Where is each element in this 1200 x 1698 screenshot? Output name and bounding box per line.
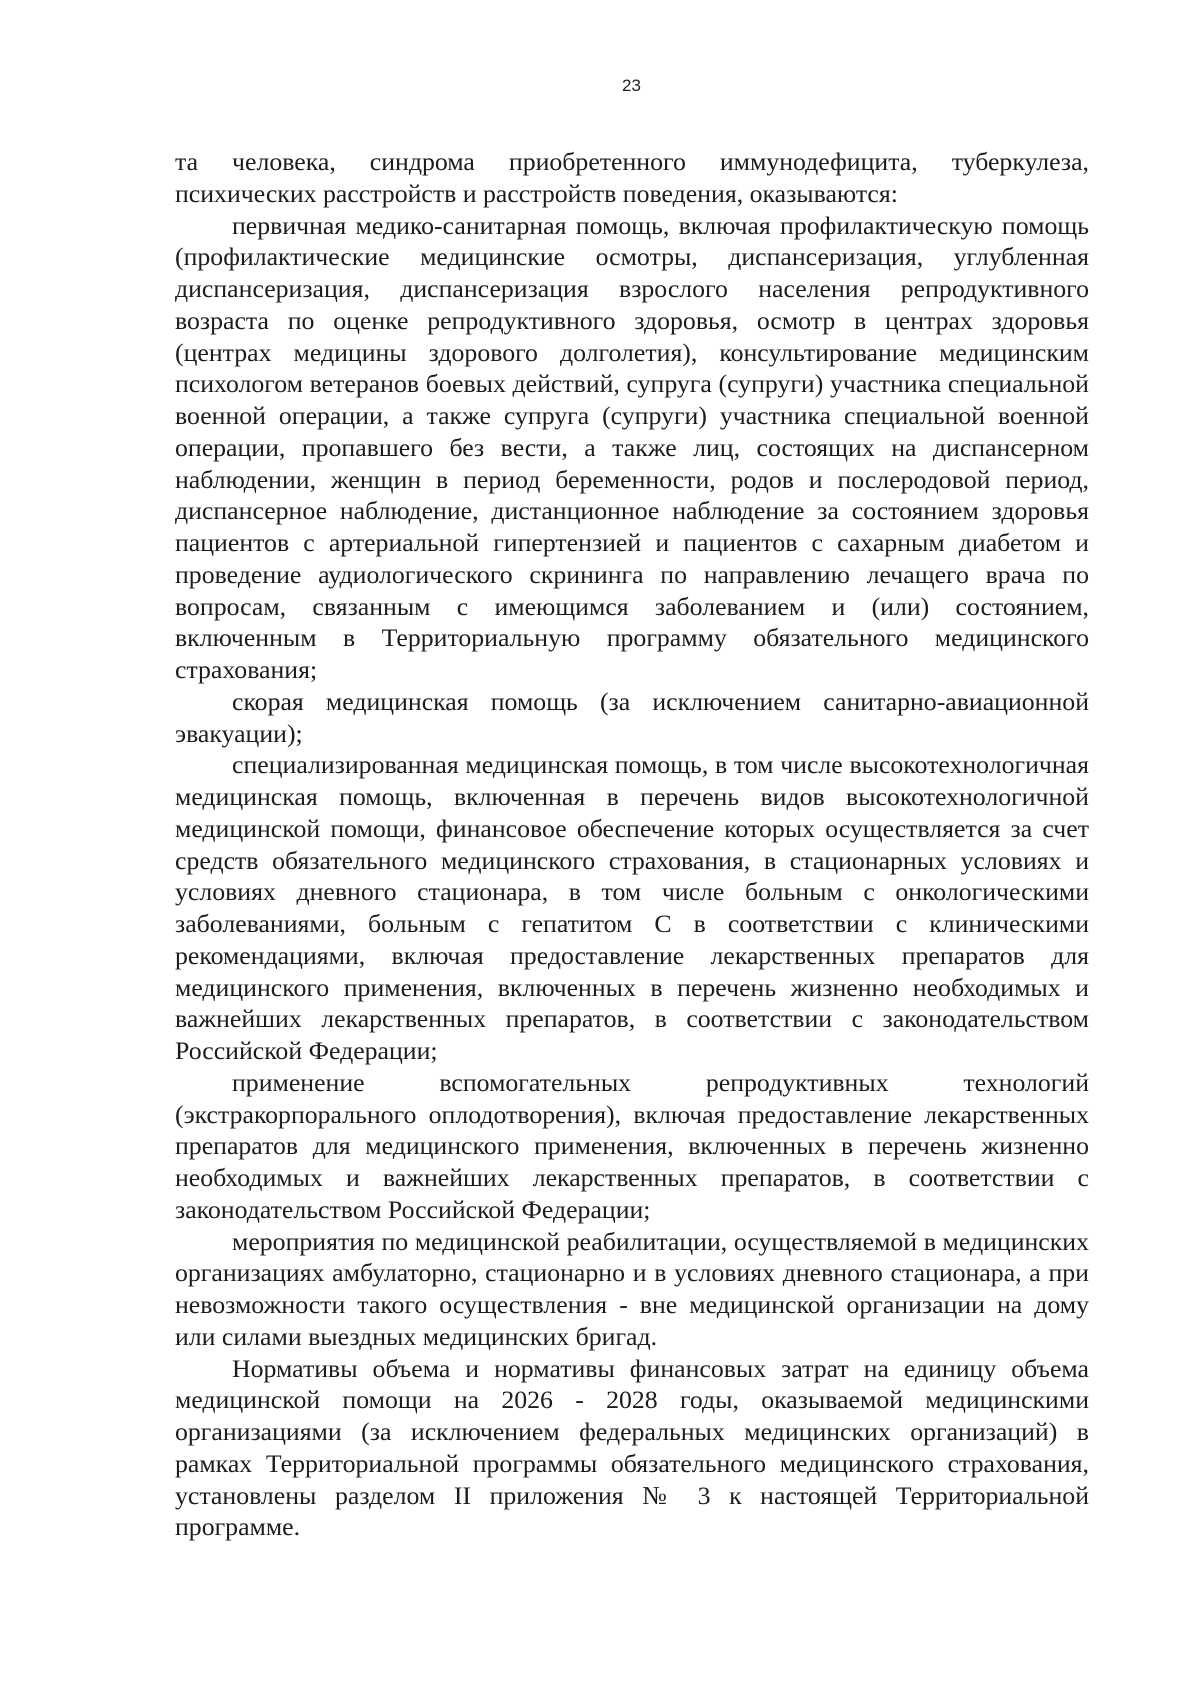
paragraph-specialized-care: специализированная медицинская помощь, в том числе высокотехнологичная медицинская помощь, включенная в перечень видов высокотехнологичной медицинской помощи, финансовое обеспечение которых осуществляется за счет средств обязательного медицинского страхования, в стационарных условиях и условиях дневного стационара, в том числе больным с онкологическими заболеваниями, больным с гепатитом С в соответствии с клиническими рекомендациями, включая предоставление лекарственных препаратов для медицинского применения, включенных в перечень жизненно необходимых и важнейших лекарственных препаратов, в соответствии с законодательством Российской Федерации; — [175, 750, 1089, 1065]
paragraph-volume-standards: Нормативы объема и нормативы финансовых затрат на единицу объема медицинской помощи на 2026 - 2028 годы, оказываемой медицинскими организациями (за исключением федеральных медицинских организаций) в рамках Территориальной программы обязательного медицинского страхования, установлены разделом II приложения № 3 к настоящей Территориальной программе. — [175, 1353, 1089, 1542]
paragraph-continuation: та человека, синдрома приобретенного иммунодефицита, туберкулеза, психических расстройств и расстройств поведения, оказываются: — [175, 147, 1089, 208]
paragraph-emergency-care: скорая медицинская помощь (за исключением санитарно-авиационной эвакуации); — [175, 686, 1089, 748]
document-body — [175, 146, 1089, 1543]
paragraph-rehabilitation: мероприятия по медицинской реабилитации, осуществляемой в медицинских организациях амбулаторно, стационарно и в условиях дневного стационара, а при невозможности такого осуществления - вне медицинской организации на дому или силами выездных медицинских бригад. — [175, 1226, 1089, 1351]
paragraph-reproductive-technologies: применение вспомогательных репродуктивных технологий (экстракорпорального оплодотворения), включая предоставление лекарственных препаратов для медицинского применения, включенных в перечень жизненно необходимых и важнейших лекарственных препаратов, в соответствии с законодательством Российской Федерации; — [175, 1067, 1089, 1224]
paragraph-primary-care: первичная медико-санитарная помощь, включая профилактическую помощь (профилактические медицинские осмотры, диспансеризация, углубленная диспансеризация, диспансеризация взрослого населения репродуктивного возраста по оценке репродуктивного здоровья, осмотр в центрах здоровья (центрах медицины здорового долголетия), консультирование медицинским психологом ветеранов боевых действий, супруга (супруги) участника специальной военной операции, а также супруга (супруги) участника специальной военной операции, пропавшего без вести, а также лиц, состоящих на диспансерном наблюдении, женщин в период беременности, родов и послеродовой период, диспансерное наблюдение, дистанционное наблюдение за состоянием здоровья пациентов с артериальной гипертензией и пациентов с сахарным диабетом и проведение аудиологического скрининга по направлению лечащего врача по вопросам, связанным с имеющимся заболеванием и (или) состоянием, включенным в Территориальную программу обязательного медицинского страхования; — [175, 210, 1089, 684]
page-number: 23 — [622, 76, 641, 95]
